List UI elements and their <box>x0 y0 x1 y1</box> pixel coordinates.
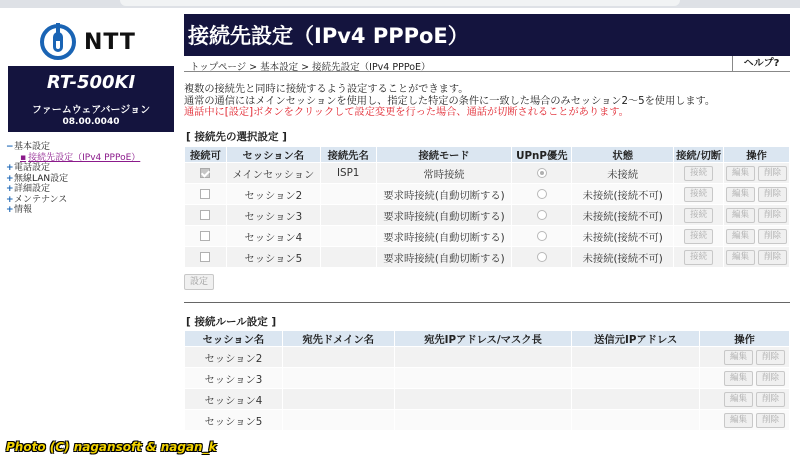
ops-cell <box>724 184 790 205</box>
upnp-radio[interactable] <box>537 231 547 241</box>
upnp-radio[interactable] <box>537 210 547 220</box>
expand-icon[interactable]: + <box>6 205 14 215</box>
browser-tab-strip <box>0 0 800 8</box>
set-button[interactable]: 設定 <box>184 274 214 290</box>
connect-mode: 要求時接続(自動切断する) <box>376 247 512 268</box>
status: 未接続 <box>572 163 674 184</box>
status: 未接続(接続不可) <box>572 184 674 205</box>
ops-cell <box>724 226 790 247</box>
bullet-icon: ▪ <box>20 152 27 163</box>
status: 未接続(接続不可) <box>572 205 674 226</box>
enable-checkbox[interactable] <box>200 168 210 178</box>
firmware-label: ファームウェアバージョン <box>31 105 151 116</box>
upnp-radio[interactable] <box>537 168 547 178</box>
expand-icon[interactable]: + <box>6 184 14 194</box>
edit-button[interactable]: 編集 <box>726 187 755 202</box>
nav-item-basic[interactable] <box>6 142 140 153</box>
dest-ip <box>394 347 572 368</box>
session-name: メインセッション <box>226 163 320 184</box>
col-header: 宛先IPアドレス/マスク長 <box>394 331 572 347</box>
delete-button[interactable]: 削除 <box>756 350 785 365</box>
delete-button[interactable]: 削除 <box>756 371 785 386</box>
photo-watermark: Photo (C) nagansoft & nagan_k <box>6 440 217 454</box>
upnp-cell <box>512 226 572 247</box>
ops-cell <box>724 247 790 268</box>
dest-ip <box>394 410 572 431</box>
breadcrumb[interactable]: トップページ > 基本設定 > 接続先設定（IPv4 PPPoE） <box>190 62 431 73</box>
session-name: セッション5 <box>226 247 320 268</box>
enable-checkbox[interactable] <box>200 189 210 199</box>
dest-name <box>320 205 376 226</box>
description-line: 通常の通信にはメインセッションを使用し、指定した特定の条件に一致した場合のみセッション2〜5を使用します。 <box>184 95 716 107</box>
enable-cell <box>185 205 227 226</box>
src-ip <box>572 368 700 389</box>
col-header: セッション名 <box>185 331 283 347</box>
col-header: 接続可 <box>185 147 227 163</box>
connect-button[interactable]: 接続 <box>684 166 713 181</box>
enable-cell <box>185 184 227 205</box>
col-header: 操作 <box>724 147 790 163</box>
nav-item-maintenance[interactable] <box>6 195 140 206</box>
ops-cell <box>724 163 790 184</box>
connect-button[interactable]: 接続 <box>684 187 713 202</box>
delete-button[interactable]: 削除 <box>758 208 787 223</box>
nav-label[interactable]: 電話設定 <box>14 163 51 173</box>
table-row <box>185 184 790 205</box>
page-title: 接続先設定（IPv4 PPPoE） <box>184 14 790 56</box>
dest-domain <box>282 410 394 431</box>
expand-icon[interactable]: + <box>6 173 14 184</box>
section-title-rules: [ 接続ルール設定 ] <box>186 316 277 328</box>
table-row <box>185 226 790 247</box>
connect-button[interactable]: 接続 <box>684 208 713 223</box>
dest-name: ISP1 <box>320 163 376 184</box>
nav-label[interactable]: 基本設定 <box>14 142 51 152</box>
nav-label[interactable]: メンテナンス <box>14 194 68 205</box>
expand-icon[interactable]: + <box>6 194 14 205</box>
table-header-row <box>185 147 790 163</box>
connect-mode: 要求時接続(自動切断する) <box>376 226 512 247</box>
nav-item-advanced[interactable] <box>6 184 140 195</box>
delete-button[interactable]: 削除 <box>758 250 787 265</box>
nav-item-wireless[interactable] <box>6 174 140 185</box>
col-header: UPnP優先 <box>512 147 572 163</box>
col-header: 宛先ドメイン名 <box>282 331 394 347</box>
dest-domain <box>282 347 394 368</box>
col-header: 状態 <box>572 147 674 163</box>
rules-table <box>184 330 790 431</box>
nav-label[interactable]: 接続先設定（IPv4 PPPoE） <box>28 152 141 163</box>
nav-item-info[interactable] <box>6 205 140 216</box>
connect-cell <box>674 247 724 268</box>
delete-button[interactable]: 削除 <box>756 413 785 428</box>
ops-cell <box>700 347 790 368</box>
nav-label[interactable]: 詳細設定 <box>14 184 51 194</box>
edit-button[interactable]: 編集 <box>724 350 753 365</box>
firmware-version: 08.00.0040 <box>62 117 120 127</box>
src-ip <box>572 410 700 431</box>
delete-button[interactable]: 削除 <box>758 166 787 181</box>
ops-cell <box>700 389 790 410</box>
connect-cell <box>674 163 724 184</box>
enable-checkbox[interactable] <box>200 231 210 241</box>
nav-label[interactable]: 無線LAN設定 <box>14 173 69 184</box>
dest-name <box>320 226 376 247</box>
edit-button[interactable]: 編集 <box>726 208 755 223</box>
description <box>184 84 790 119</box>
session-name: セッション5 <box>185 410 283 431</box>
model-box <box>8 66 174 132</box>
ops-cell <box>700 410 790 431</box>
enable-cell <box>185 226 227 247</box>
table-row <box>185 347 790 368</box>
dest-ip <box>394 389 572 410</box>
ntt-logo-icon <box>40 24 76 60</box>
dest-domain <box>282 389 394 410</box>
upnp-cell <box>512 247 572 268</box>
collapse-icon[interactable]: − <box>6 142 14 152</box>
delete-button[interactable]: 削除 <box>758 187 787 202</box>
ops-cell <box>724 205 790 226</box>
enable-cell <box>185 163 227 184</box>
session-name: セッション4 <box>185 389 283 410</box>
breadcrumb-bar <box>184 56 790 72</box>
connect-cell <box>674 184 724 205</box>
connect-mode: 常時接続 <box>376 163 512 184</box>
connect-button[interactable]: 接続 <box>684 250 713 265</box>
delete-button[interactable]: 削除 <box>758 229 787 244</box>
table-row <box>185 247 790 268</box>
nav-item-connection[interactable] <box>6 153 140 164</box>
upnp-cell <box>512 184 572 205</box>
upnp-cell <box>512 205 572 226</box>
connect-mode: 要求時接続(自動切断する) <box>376 184 512 205</box>
session-name: セッション4 <box>226 226 320 247</box>
dest-name <box>320 247 376 268</box>
nav-label[interactable]: 情報 <box>14 205 33 215</box>
selection-table <box>184 146 790 268</box>
table-row <box>185 410 790 431</box>
status: 未接続(接続不可) <box>572 226 674 247</box>
session-name: セッション2 <box>226 184 320 205</box>
table-header-row <box>185 331 790 347</box>
connect-button[interactable]: 接続 <box>684 229 713 244</box>
col-header: セッション名 <box>226 147 320 163</box>
delete-button[interactable]: 削除 <box>756 392 785 407</box>
sidebar-nav <box>6 142 140 216</box>
table-row <box>185 163 790 184</box>
col-header: 操作 <box>700 331 790 347</box>
upnp-radio[interactable] <box>537 189 547 199</box>
table-row <box>185 205 790 226</box>
connect-cell <box>674 205 724 226</box>
connect-cell <box>674 226 724 247</box>
enable-checkbox[interactable] <box>200 252 210 262</box>
upnp-radio[interactable] <box>537 252 547 262</box>
section-divider <box>184 302 790 303</box>
connect-mode: 要求時接続(自動切断する) <box>376 205 512 226</box>
session-name: セッション3 <box>226 205 320 226</box>
edit-button[interactable]: 編集 <box>726 250 755 265</box>
ops-cell <box>700 368 790 389</box>
src-ip <box>572 389 700 410</box>
edit-button[interactable]: 編集 <box>726 166 755 181</box>
help-link[interactable]: ヘルプ? <box>732 56 790 72</box>
warning-text: 通話中に[設定]ボタンをクリックして設定変更を行った場合、通話が切断されることがあります。 <box>184 107 629 118</box>
col-header: 送信元IPアドレス <box>572 331 700 347</box>
status: 未接続(接続不可) <box>572 247 674 268</box>
edit-button[interactable]: 編集 <box>726 229 755 244</box>
session-name: セッション3 <box>185 368 283 389</box>
edit-button[interactable]: 編集 <box>724 392 753 407</box>
logo-text: NTT <box>84 29 136 55</box>
enable-cell <box>185 247 227 268</box>
table-row <box>185 368 790 389</box>
browser-address-bar[interactable] <box>120 0 680 6</box>
section-title-selection: [ 接続先の選択設定 ] <box>186 131 287 143</box>
session-name: セッション2 <box>185 347 283 368</box>
col-header: 接続先名 <box>320 147 376 163</box>
model-name: RT-500KI <box>46 72 136 93</box>
edit-button[interactable]: 編集 <box>724 371 753 386</box>
upnp-cell <box>512 163 572 184</box>
src-ip <box>572 347 700 368</box>
expand-icon[interactable]: + <box>6 163 14 173</box>
col-header: 接続モード <box>376 147 512 163</box>
table-row <box>185 389 790 410</box>
col-header: 接続/切断 <box>674 147 724 163</box>
dest-ip <box>394 368 572 389</box>
sidebar <box>0 8 178 459</box>
dest-name <box>320 184 376 205</box>
dest-domain <box>282 368 394 389</box>
ntt-logo <box>40 22 150 62</box>
description-line: 複数の接続先と同時に接続するよう設定することができます。 <box>184 84 469 95</box>
edit-button[interactable]: 編集 <box>724 413 753 428</box>
nav-item-phone[interactable] <box>6 163 140 174</box>
enable-checkbox[interactable] <box>200 210 210 220</box>
